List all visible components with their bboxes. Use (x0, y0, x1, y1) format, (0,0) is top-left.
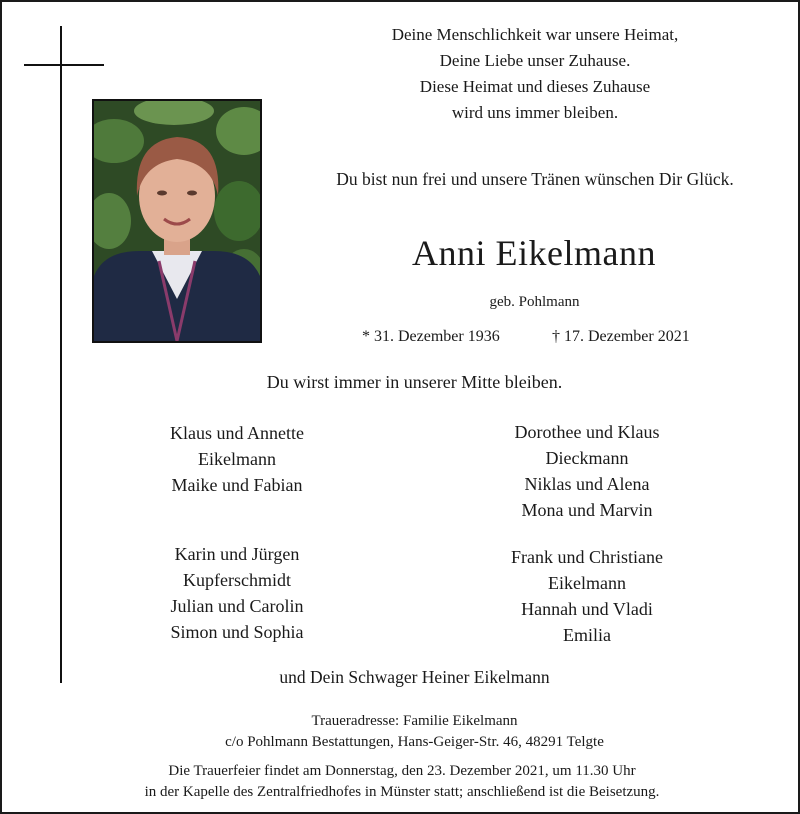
portrait-photo-image (94, 101, 260, 341)
family-group (117, 541, 357, 645)
cross-vertical-bar (60, 26, 62, 683)
family-line: Dieckmann (545, 448, 629, 468)
family-line: Klaus und Annette (170, 423, 304, 443)
family-line: Niklas und Alena (524, 474, 650, 494)
family-line: Frank und Christiane (511, 547, 663, 567)
poem-line: Deine Menschlichkeit war unsere Heimat, (391, 25, 679, 44)
family-line: Simon und Sophia (170, 622, 304, 642)
address-line: c/o Pohlmann Bestattungen, Hans-Geiger-Str. 46, 48291 Telgte (225, 734, 604, 750)
birth-date: * 31. Dezember 1936 (362, 328, 500, 345)
deceased-name: Anni Eikelmann (412, 233, 656, 273)
family-line: Julian und Carolin (170, 596, 304, 616)
family-line: Mona und Marvin (521, 500, 653, 520)
closing-line: Du wirst immer in unserer Mitte bleiben. (266, 372, 563, 392)
family-group (467, 544, 707, 648)
death-date: † 17. Dezember 2021 (552, 328, 690, 345)
family-line: Eikelmann (198, 449, 276, 469)
family-line: Emilia (563, 625, 611, 645)
service-line: in der Kapelle des Zentralfriedhofes in Münster statt; anschließend ist die Beisetzung. (144, 784, 660, 800)
born-name: geb. Pohlmann (489, 294, 580, 310)
service-line: Die Trauerfeier findet am Donnerstag, den 23. Dezember 2021, um 11.30 Uhr (168, 763, 636, 779)
family-line: Kupferschmidt (183, 570, 291, 590)
family-line: Dorothee und Klaus (514, 422, 660, 442)
brother-in-law-line: und Dein Schwager Heiner Eikelmann (279, 667, 550, 687)
family-line: Hannah und Vladi (521, 599, 653, 619)
funeral-service-info (62, 761, 742, 803)
poem-line: wird uns immer bleiben. (451, 103, 619, 122)
poem-line: Diese Heimat und dieses Zuhause (419, 77, 651, 96)
family-line: Karin und Jürgen (174, 544, 300, 564)
cross-horizontal-bar (24, 64, 104, 66)
poem (292, 22, 778, 126)
poem-line: Deine Liebe unser Zuhause. (439, 51, 631, 70)
mourning-address (102, 711, 727, 753)
address-line: Traueradresse: Familie Eikelmann (311, 713, 518, 729)
family-group (467, 419, 707, 523)
portrait-photo (92, 99, 262, 343)
family-group (117, 420, 357, 498)
family-line: Maike und Fabian (171, 475, 303, 495)
family-line: Eikelmann (548, 573, 626, 593)
motto: Du bist nun frei und unsere Tränen wünschen Dir Glück. (336, 169, 734, 189)
